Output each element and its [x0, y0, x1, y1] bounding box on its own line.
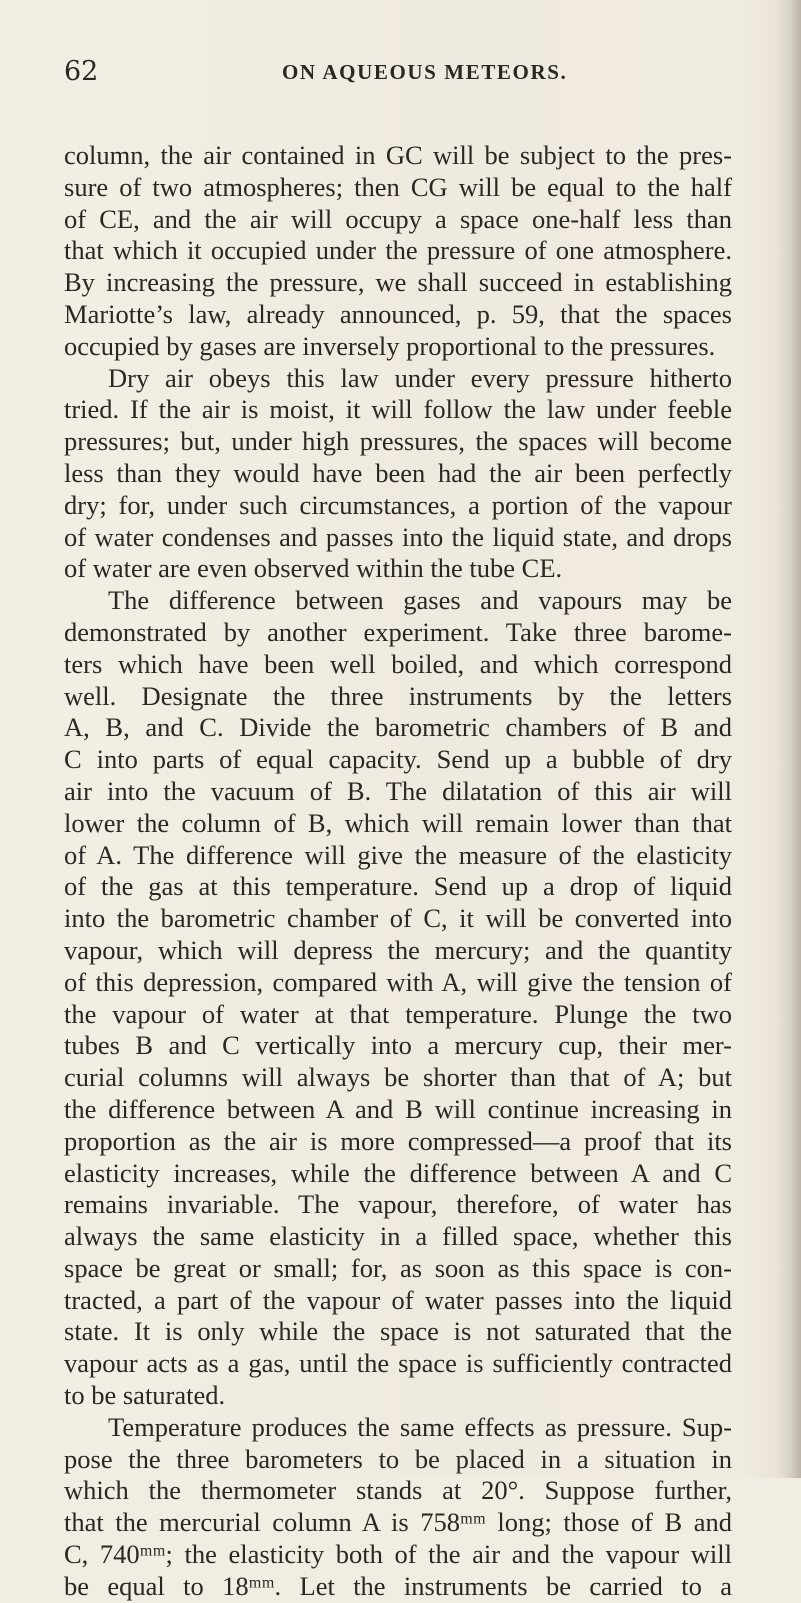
text-line: of water are even observed within the tube CE.	[64, 553, 563, 584]
running-head: ON AQUEOUS METEORS.	[282, 60, 568, 84]
paragraph-start-line: The difference between gases and vapours may be	[108, 585, 732, 616]
text-line: C into parts of equal capacity. Send up a bubble of dry	[64, 744, 732, 775]
page-number: 62	[64, 56, 99, 87]
paragraph-start-line: Temperature produces the same effects as pressure. Sup-	[108, 1411, 732, 1442]
text-line: tried. If the air is moist, it will follow the law under feeble	[64, 394, 732, 425]
text-line: By increasing the pressure, we shall succeed in establishing	[64, 267, 732, 298]
text-line: C, 740ᵐᵐ; the elasticity both of the air and the vapour will	[64, 1539, 732, 1570]
text-line: state. It is only while the space is not saturated that the	[64, 1316, 732, 1347]
paragraph-start-line: Dry air obeys this law under every pressure hitherto	[108, 362, 732, 393]
text-line: occupied by gases are inversely proportional to the pressures.	[64, 330, 716, 361]
page-header	[64, 52, 732, 92]
text-line: tracted, a part of the vapour of water passes into the liquid	[64, 1284, 732, 1315]
text-line: vapour, which will depress the mercury; and the quantity	[64, 934, 732, 965]
text-line: into the barometric chamber of C, it will be converted into	[64, 903, 732, 934]
text-line: column, the air contained in GC will be subject to the pres-	[64, 140, 732, 170]
text-line: lower the column of B, which will remain lower than that	[64, 807, 732, 838]
text-line: dry; for, under such circumstances, a portion of the vapour	[64, 489, 732, 520]
text-line: demonstrated by another experiment. Take three barome-	[64, 616, 732, 647]
text-line: which the thermometer stands at 20°. Suppose further,	[64, 1475, 732, 1506]
text-line: the vapour of water at that temperature. Plunge the two	[64, 998, 732, 1029]
text-line: air into the vacuum of B. The dilatation of this air will	[64, 775, 732, 806]
text-line: remains invariable. The vapour, therefore, of water has	[64, 1189, 732, 1220]
text-line: ters which have been well boiled, and which correspond	[64, 648, 732, 679]
text-line: of this depression, compared with A, will give the tension of	[64, 966, 732, 997]
text-line: be equal to 18ᵐᵐ. Let the instruments be carried to a	[64, 1570, 732, 1601]
text-line: well. Designate the three instruments by the letters	[64, 680, 732, 711]
body-text	[64, 140, 732, 1603]
text-line: sure of two atmospheres; then CG will be equal to the half	[64, 171, 732, 202]
text-line: tubes B and C vertically into a mercury cup, their mer-	[64, 1030, 732, 1061]
text-line: space be great or small; for, as soon as this space is con-	[64, 1252, 732, 1283]
text-line: to be saturated.	[64, 1380, 226, 1411]
text-line: always the same elasticity in a filled space, whether this	[64, 1221, 732, 1252]
page-edge-shadow	[777, 0, 801, 1478]
text-line: vapour acts as a gas, until the space is sufficiently contracted	[64, 1348, 732, 1379]
text-line: of water condenses and passes into the liquid state, and drops	[64, 521, 732, 552]
text-line: of A. The difference will give the measure of the elasticity	[64, 839, 732, 870]
text-line: A, B, and C. Divide the barometric chambers of B and	[64, 712, 732, 743]
text-line: that which it occupied under the pressure of one atmosphere.	[64, 235, 732, 266]
text-line: of CE, and the air will occupy a space one-half less than	[64, 203, 732, 234]
text-line: Mariotte’s law, already announced, p. 59, that the spaces	[64, 298, 732, 329]
text-line: pressures; but, under high pressures, the spaces will become	[64, 426, 732, 457]
text-line: curial columns will always be shorter than that of A; but	[64, 1062, 732, 1093]
text-line: less than they would have been had the air been perfectly	[64, 457, 732, 488]
text-line: proportion as the air is more compressed—a proof that its	[64, 1125, 732, 1156]
text-line: pose the three barometers to be placed in a situation in	[64, 1443, 732, 1474]
text-line: of the gas at this temperature. Send up a drop of liquid	[64, 871, 732, 902]
text-line: that the mercurial column A is 758ᵐᵐ long; those of B and	[64, 1507, 732, 1538]
text-line: elasticity increases, while the difference between A and C	[64, 1157, 732, 1188]
text-line: the difference between A and B will continue increasing in	[64, 1093, 732, 1124]
